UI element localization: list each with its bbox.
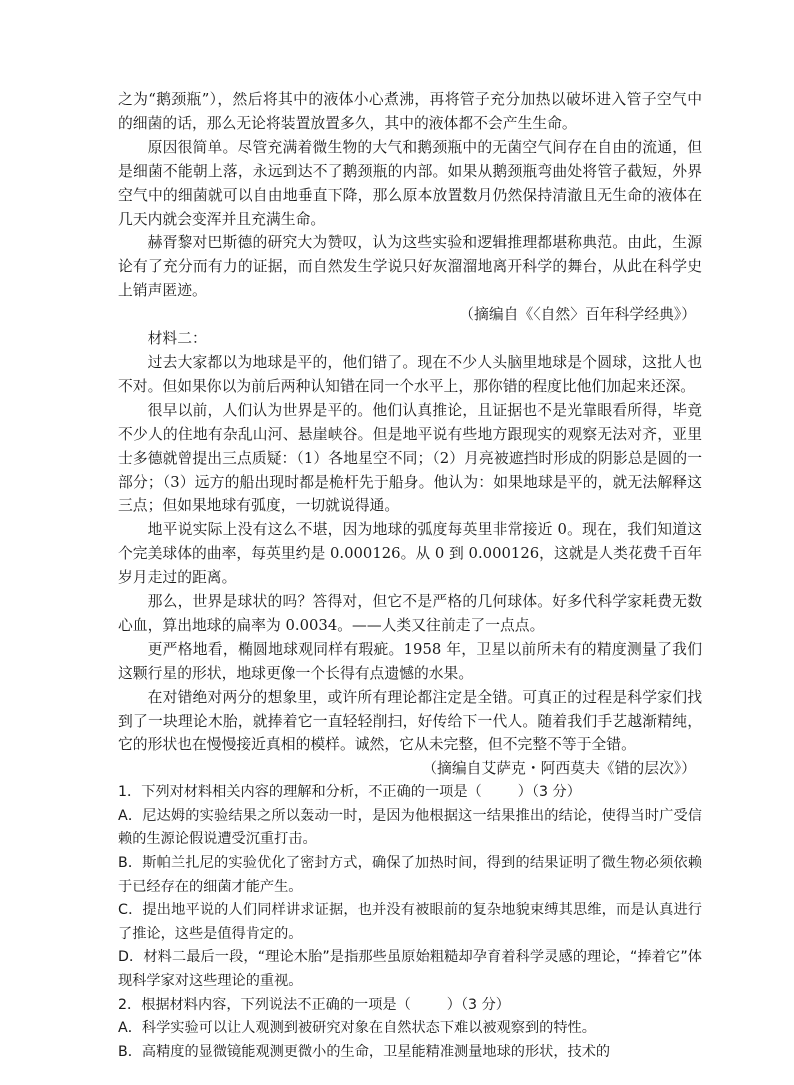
question-2-stem	[118, 994, 702, 1018]
question-2-points: ）（3 分）	[446, 996, 510, 1013]
question-1-stem	[118, 781, 702, 805]
question-1-option-b: B．斯帕兰扎尼的实验优化了密封方式，确保了加热时间，得到的结果证明了微生物必须依赖于已经存在的细菌才能产生。	[118, 855, 702, 895]
material2-paragraph-2: 很早以前，人们认为世界是平的。他们认真推论，且证据也不是光靠眼看所得，毕竟不少人的住地有杂乱山河、悬崖峡谷。但是地平说有些地方跟现实的观察无法对齐，亚里士多德就曾提出三点质疑：（1）各地星空不同；（2）月亮被遮挡时形成的阴影总是圆的一部分；（3）远方的船出现时都是桅杆先于船身。他认为：如果地球是平的，就无法解释这三点；但如果地球有弧度，一切就说得通。	[118, 401, 702, 515]
question-1-option-a: A．尼达姆的实验结果之所以轰动一时，是因为他根据这一结果推出的结论，使得当时广受信赖的生源论假说遭受沉重打击。	[118, 807, 702, 848]
material2-paragraph-1: 过去大家都以为地球是平的，他们错了。现在不少人头脑里地球是个圆球，这批人也不对。但如果你以为前后两种认知错在同一个水平上，那你错的程度比他们加起来还深。	[118, 353, 702, 395]
question-1-option-c: C．提出地平说的人们同样讲求证据，也并没有被眼前的复杂地貌束缚其思维，而是认真进行了推论，这些是值得肯定的。	[118, 902, 702, 942]
material2-source: （摘编自艾萨克・阿西莫夫《错的层次》）	[422, 760, 696, 778]
material1-paragraph-2: 原因很简单。尽管充满着微生物的大气和鹅颈瓶中的无菌空气间存在自由的流通，但是细菌不能朝上落，永远到达不了鹅颈瓶的内部。如果从鹅颈瓶弯曲处将管子截短，外界空气中的细菌就可以自由地垂直下降，那么原本放置数月仍然保持清澈且无生命的液体在几天内就会变浑并且充满生命。	[118, 138, 702, 228]
question-1-stem-text: 1．下列对材料相关内容的理解和分析，不正确的一项是（	[118, 784, 482, 801]
material1-source: （摘编自《〈自然〉百年科学经典》）	[459, 306, 696, 324]
question-1-option-d: D．材料二最后一段，“理论木胎”是指那些虽原始粗糙却孕育着科学灵感的理论，“捧着它”体现科学家对这些理论的重视。	[118, 949, 702, 990]
material1-paragraph-3: 赫胥黎对巴斯德的研究大为赞叹，认为这些实验和逻辑推理都堪称典范。由此，生源论有了充分而有力的证据，而自然发生学说只好灰溜溜地离开科学的舞台，从此在科学史上销声匿迹。	[118, 234, 702, 300]
question-1-points: ）（3 分）	[517, 784, 581, 801]
question-2-stem-text: 2．根据材料内容，下列说法不正确的一项是（	[118, 996, 411, 1013]
question-2-option-b: B．高精度的显微镜能观测更微小的生命，卫星能精准测量地球的形状，技术的	[118, 1043, 611, 1060]
material2-paragraph-3: 地平说实际上没有这么不堪，因为地球的弧度每英里非常接近 0。现在，我们知道这个完美球体的曲率，每英里约是 0.000126。从 0 到 0.000126，这就是人类花费千百年岁月走过的距离。	[118, 521, 702, 587]
material2-paragraph-6: 在对错绝对两分的想象里，或许所有理论都注定是全错。可真正的过程是科学家们找到了一块理论木胎，就捧着它一直轻轻削扫，好传给下一代人。随着我们手艺越渐精纯，它的形状也在慢慢接近真相的模样。诚然，它从未完整，但不完整不等于全错。	[118, 688, 702, 754]
material2-paragraph-5: 更严格地看，椭圆地球观同样有瑕疵。1958 年，卫星以前所未有的精度测量了我们这颗行星的形状，地球更像一个长得有点遗憾的水果。	[118, 640, 702, 682]
material1-paragraph-1: 之为“鹅颈瓶”），然后将其中的液体小心煮沸，再将管子充分加热以破坏进入管子空气中的细菌的话，那么无论将装置放置多久，其中的液体都不会产生生命。	[118, 91, 702, 132]
material2-paragraph-4: 那么，世界是球状的吗？答得对，但它不是严格的几何球体。好多代科学家耗费无数心血，算出地球的扁率为 0.0034。——人类又往前走了一点点。	[118, 593, 702, 634]
material2-heading: 材料二：	[147, 330, 207, 348]
question-2-option-a: A．科学实验可以让人观测到被研究对象在自然状态下难以被观察到的特性。	[118, 1020, 596, 1037]
